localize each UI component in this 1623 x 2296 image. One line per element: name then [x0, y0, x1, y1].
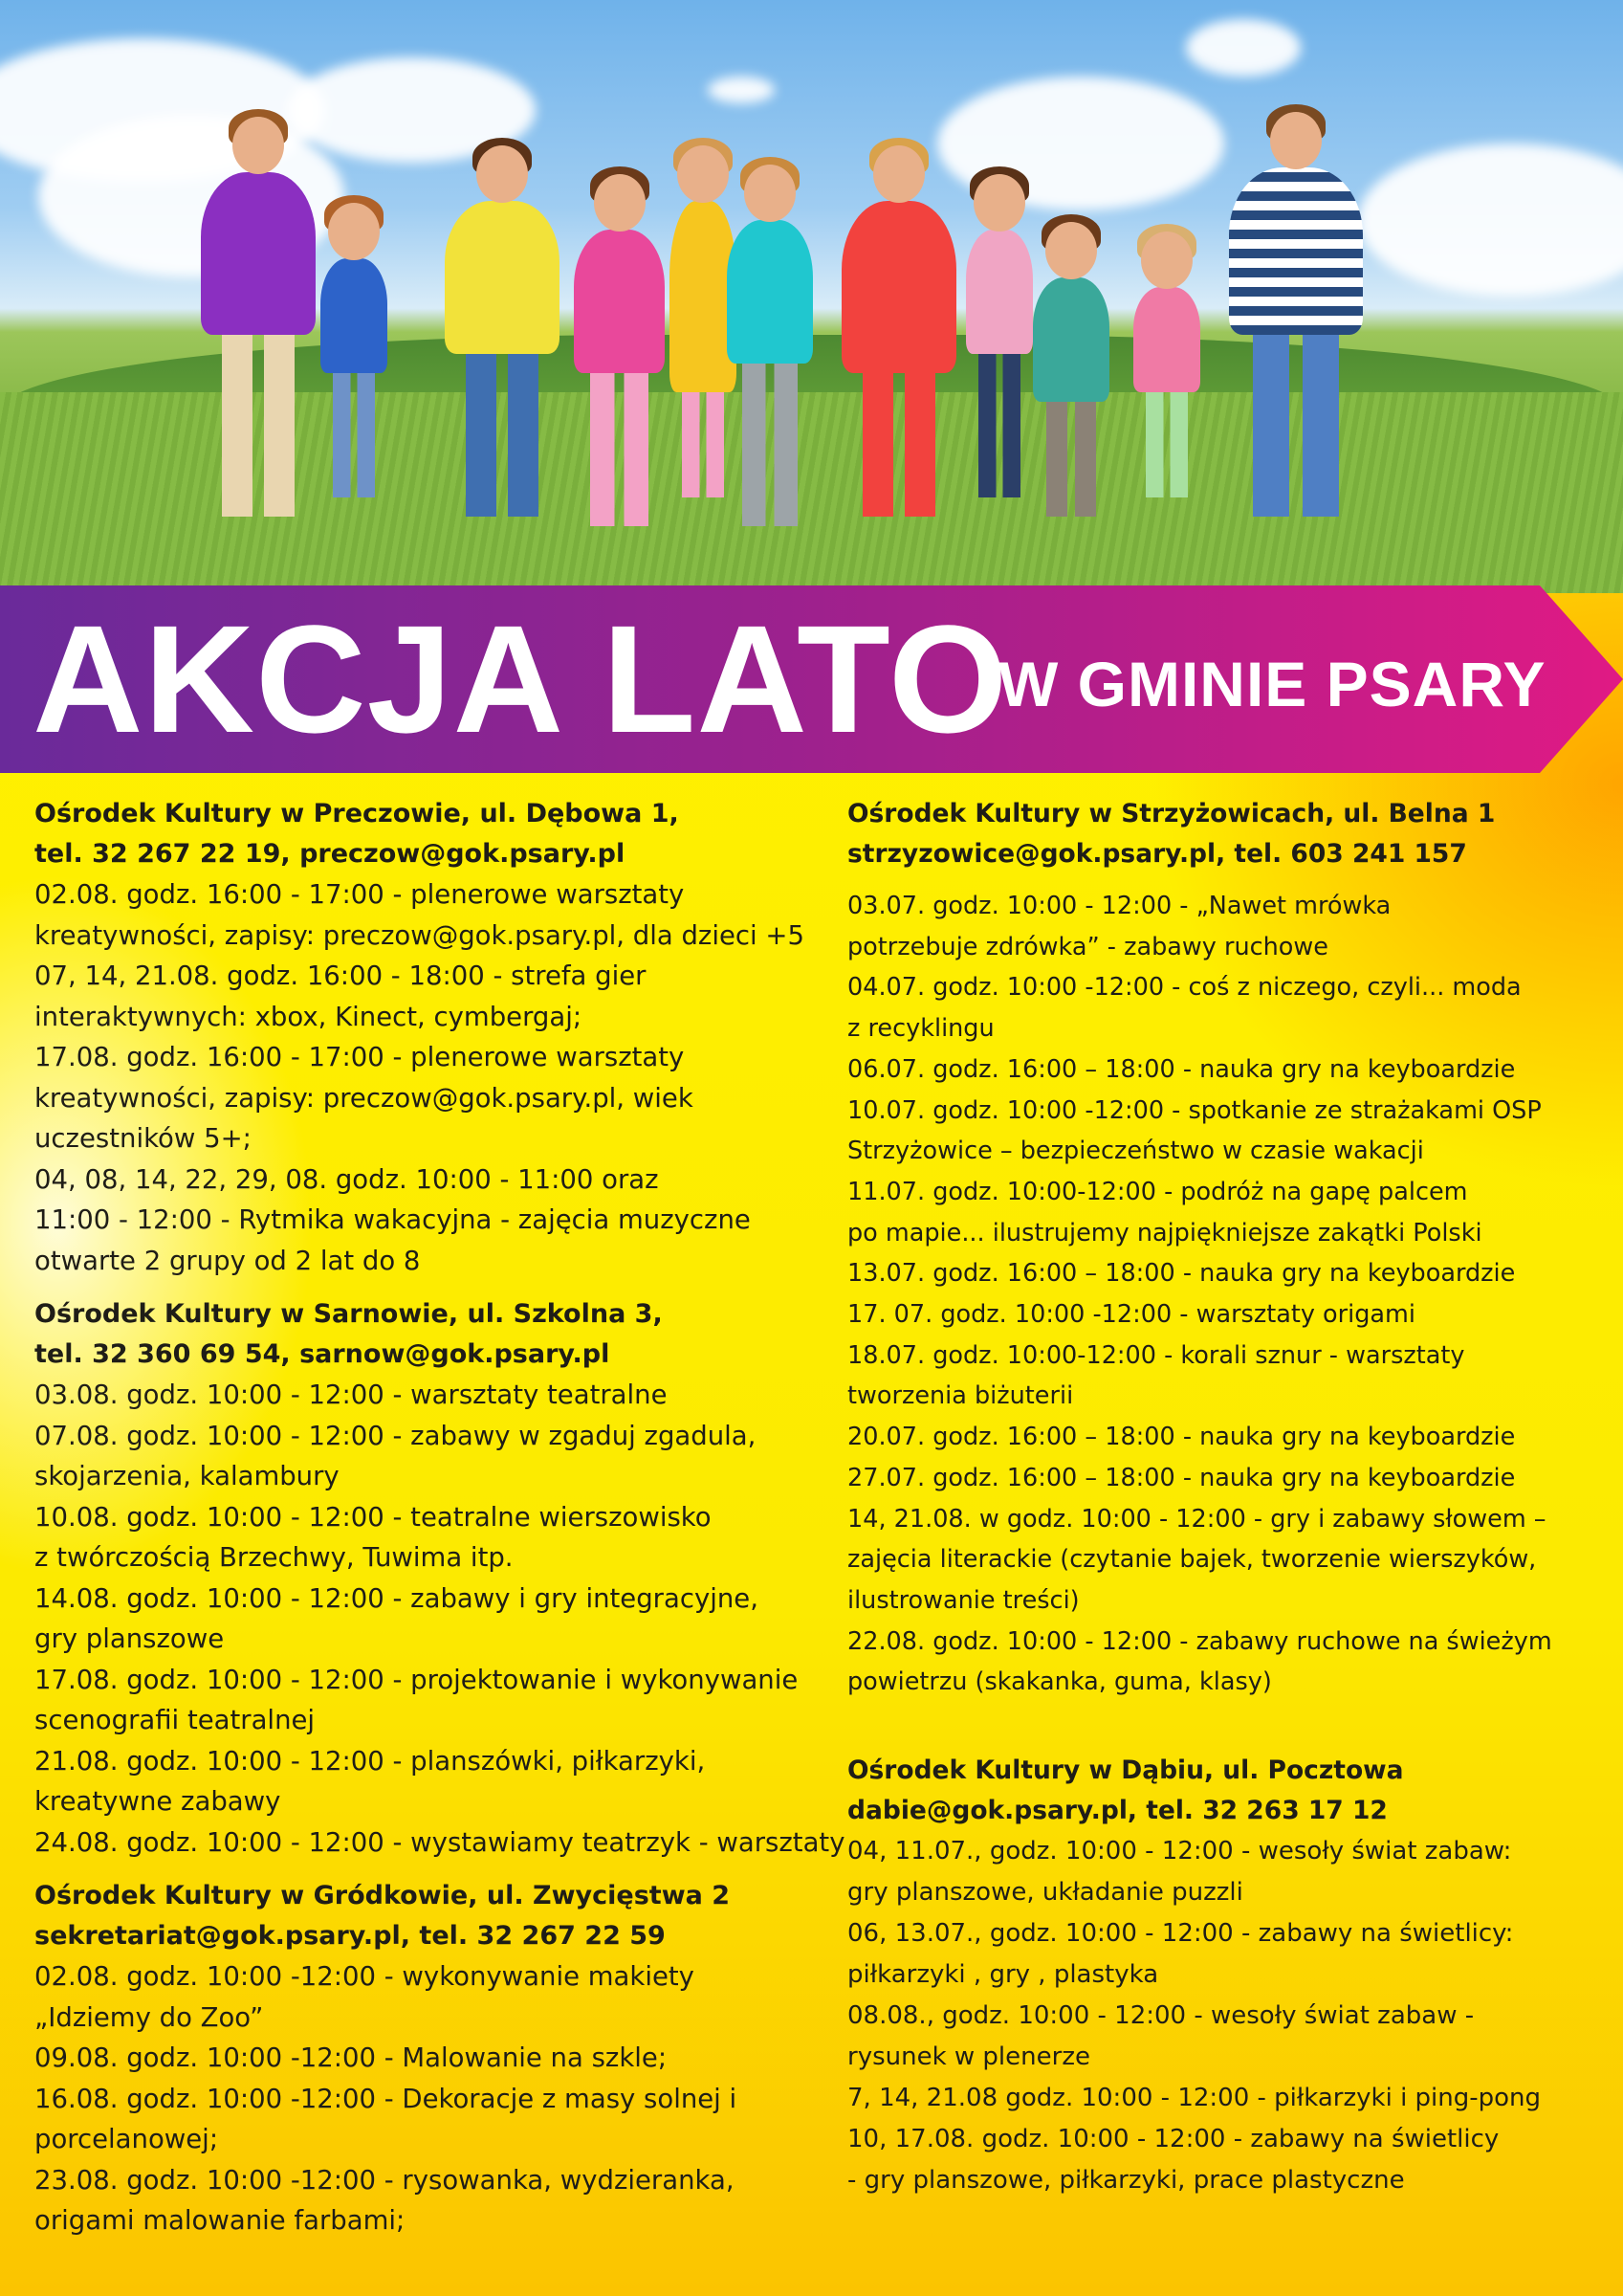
section-sarnow [34, 1294, 845, 1863]
schedule-line: Strzyżowice – bezpieczeństwo w czasie wakacji [847, 1137, 1424, 1166]
section-contact: tel. 32 360 69 54, sarnow@gok.psary.pl [34, 1339, 610, 1369]
child-figure [727, 220, 813, 364]
schedule-line: 04, 11.07., godz. 10:00 - 12:00 - wesoły świat zabaw: [847, 1837, 1512, 1866]
schedule-line: 04.07. godz. 10:00 -12:00 - coś z niczego, czyli... moda [847, 973, 1522, 1003]
schedule-line: scenografii teatralnej [34, 1705, 316, 1735]
cloud [708, 77, 775, 103]
schedule-line: 17.08. godz. 16:00 - 17:00 - plenerowe warsztaty [34, 1042, 685, 1072]
schedule-line: ilustrowanie treści) [847, 1585, 1080, 1615]
schedule-line: 11:00 - 12:00 - Rytmika wakacyjna - zajęcia muzyczne [34, 1204, 751, 1235]
schedule-line: - gry planszowe, piłkarzyki, prace plastyczne [847, 2166, 1405, 2196]
child-figure [966, 230, 1033, 354]
schedule-line: kreatywności, zapisy: preczow@gok.psary.pl, dla dzieci +5 [34, 919, 804, 951]
schedule-line: 14.08. godz. 10:00 - 12:00 - zabawy i gry integracyjne, [34, 1582, 758, 1614]
schedule-line: 10.07. godz. 10:00 -12:00 - spotkanie ze strażakami OSP [847, 1095, 1542, 1125]
schedule-line: 21.08. godz. 10:00 - 12:00 - planszówki, piłkarzyki, [34, 1745, 706, 1777]
banner-subtitle: W GMINIE PSARY [998, 649, 1546, 719]
section-contact: strzyzowice@gok.psary.pl, tel. 603 241 157 [847, 839, 1467, 869]
schedule-line: piłkarzyki , gry , plastyka [847, 1960, 1159, 1990]
schedule-line: 03.07. godz. 10:00 - 12:00 - „Nawet mrówka [847, 892, 1392, 920]
schedule-line: 07, 14, 21.08. godz. 16:00 - 18:00 - strefa gier [34, 960, 647, 991]
schedule-line: powietrzu (skakanka, guma, klasy) [847, 1667, 1272, 1697]
schedule-line: 16.08. godz. 10:00 -12:00 - Dekoracje z masy solnej i [34, 2083, 737, 2114]
banner-title: AKCJA LATO [33, 593, 1009, 764]
schedule-line: 10.08. godz. 10:00 - 12:00 - teatralne wierszowisko [34, 1501, 712, 1533]
cloud [1358, 144, 1623, 297]
schedule-line: 24.08. godz. 10:00 - 12:00 - wystawiamy teatrzyk - warsztaty [34, 1826, 845, 1858]
section-heading: Ośrodek Kultury w Sarnowie, ul. Szkolna 3, [34, 1299, 663, 1329]
child-figure [842, 201, 956, 373]
schedule-line: 02.08. godz. 10:00 -12:00 - wykonywanie makiety [34, 1961, 694, 1992]
section-grodkow [34, 1876, 819, 2241]
schedule-line: gry planszowe, układanie puzzli [847, 1878, 1243, 1908]
schedule-line: z recyklingu [847, 1014, 995, 1044]
schedule-line: zajęcia literackie (czytanie bajek, tworzenie wierszyków, [847, 1545, 1537, 1575]
schedule-line: porcelanowej; [34, 2124, 219, 2154]
schedule-line: 06.07. godz. 16:00 – 18:00 - nauka gry na keyboardzie [847, 1054, 1516, 1084]
section-dabie [847, 1751, 1603, 2201]
child-figure [445, 201, 559, 354]
schedule-line: skojarzenia, kalambury [34, 1461, 340, 1491]
schedule-line: 17.08. godz. 10:00 - 12:00 - projektowanie i wykonywanie [34, 1664, 799, 1695]
child-figure [1133, 287, 1200, 392]
cloud [1186, 19, 1301, 77]
child-figure [320, 258, 387, 373]
section-heading: Ośrodek Kultury w Strzyżowicach, ul. Belna 1 [847, 799, 1496, 828]
schedule-line: z twórczością Brzechwy, Tuwima itp. [34, 1542, 514, 1573]
schedule-line: 7, 14, 21.08 godz. 10:00 - 12:00 - piłkarzyki i ping-pong [847, 2084, 1542, 2113]
section-preczow [34, 794, 819, 1281]
section-heading: Ośrodek Kultury w Preczowie, ul. Dębowa 1, [34, 799, 679, 828]
schedule-line: gry planszowe [34, 1623, 225, 1654]
schedule-line: 23.08. godz. 10:00 -12:00 - rysowanka, wydzieranka, [34, 2164, 735, 2196]
child-figure [201, 172, 316, 335]
spacer [847, 874, 1603, 886]
children-running-photo [0, 0, 1623, 593]
schedule-line: 18.07. godz. 10:00-12:00 - korali sznur - warsztaty [847, 1340, 1465, 1370]
schedule-line: tworzenia biżuterii [847, 1381, 1074, 1411]
schedule-line: 02.08. godz. 16:00 - 17:00 - plenerowe warsztaty [34, 879, 685, 910]
section-contact: sekretariat@gok.psary.pl, tel. 32 267 22 59 [34, 1921, 666, 1951]
schedule-line: origami malowanie farbami; [34, 2205, 406, 2236]
section-contact: dabie@gok.psary.pl, tel. 32 263 17 12 [847, 1796, 1388, 1826]
section-strzyzowice [847, 794, 1603, 1703]
schedule-line: uczestników 5+; [34, 1123, 252, 1154]
schedule-line: 20.07. godz. 16:00 – 18:00 - nauka gry na keyboardzie [847, 1423, 1516, 1452]
schedule-line: kreatywne zabawy [34, 1786, 281, 1817]
section-heading: Ośrodek Kultury w Gródkowie, ul. Zwycięstwa 2 [34, 1881, 731, 1910]
child-figure [574, 230, 665, 373]
schedule-line: potrzebuje zdrówka” - zabawy ruchowe [847, 932, 1328, 961]
right-column [847, 794, 1603, 2201]
left-column [34, 794, 845, 2255]
schedule-line: 03.08. godz. 10:00 - 12:00 - warsztaty teatralne [34, 1380, 668, 1410]
child-figure [1229, 167, 1363, 335]
schedule-line: po mapie... ilustrujemy najpiękniejsze zakątki Polski [847, 1218, 1482, 1247]
section-contact: tel. 32 267 22 19, preczow@gok.psary.pl [34, 839, 625, 869]
schedule-line: rysunek w plenerze [847, 2042, 1090, 2072]
schedule-line: 11.07. godz. 10:00-12:00 - podróż na gapę palcem [847, 1177, 1468, 1206]
schedule-line: 07.08. godz. 10:00 - 12:00 - zabawy w zgaduj zgadula, [34, 1420, 757, 1451]
schedule-line: otwarte 2 grupy od 2 lat do 8 [34, 1245, 421, 1276]
schedule-line: 22.08. godz. 10:00 - 12:00 - zabawy ruchowe na świeżym [847, 1626, 1552, 1656]
schedule-line: 08.08., godz. 10:00 - 12:00 - wesoły świat zabaw - [847, 2001, 1475, 2031]
child-figure [1033, 277, 1109, 402]
section-heading: Ośrodek Kultury w Dąbiu, ul. Pocztowa [847, 1755, 1404, 1786]
schedule-line: 13.07. godz. 16:00 – 18:00 - nauka gry na keyboardzie [847, 1259, 1516, 1289]
schedule-line: 06, 13.07., godz. 10:00 - 12:00 - zabawy na świetlicy: [847, 1919, 1514, 1949]
schedule-line: 09.08. godz. 10:00 -12:00 - Malowanie na szkle; [34, 2042, 668, 2073]
schedule-line: 10, 17.08. godz. 10:00 - 12:00 - zabawy na świetlicy [847, 2125, 1500, 2154]
schedule-line: 04, 08, 14, 22, 29, 08. godz. 10:00 - 11:00 oraz [34, 1163, 659, 1195]
schedule-line: 27.07. godz. 16:00 – 18:00 - nauka gry na keyboardzie [847, 1463, 1516, 1492]
schedule-line: interaktywnych: xbox, Kinect, cymbergaj; [34, 1001, 582, 1032]
schedule-line: 14, 21.08. w godz. 10:00 - 12:00 - gry i zabawy słowem – [847, 1504, 1546, 1534]
schedule-line: kreatywności, zapisy: preczow@gok.psary.pl, wiek [34, 1082, 693, 1114]
schedule-line: „Idziemy do Zoo” [34, 2001, 264, 2033]
schedule-line: 17. 07. godz. 10:00 -12:00 - warsztaty origami [847, 1300, 1415, 1330]
